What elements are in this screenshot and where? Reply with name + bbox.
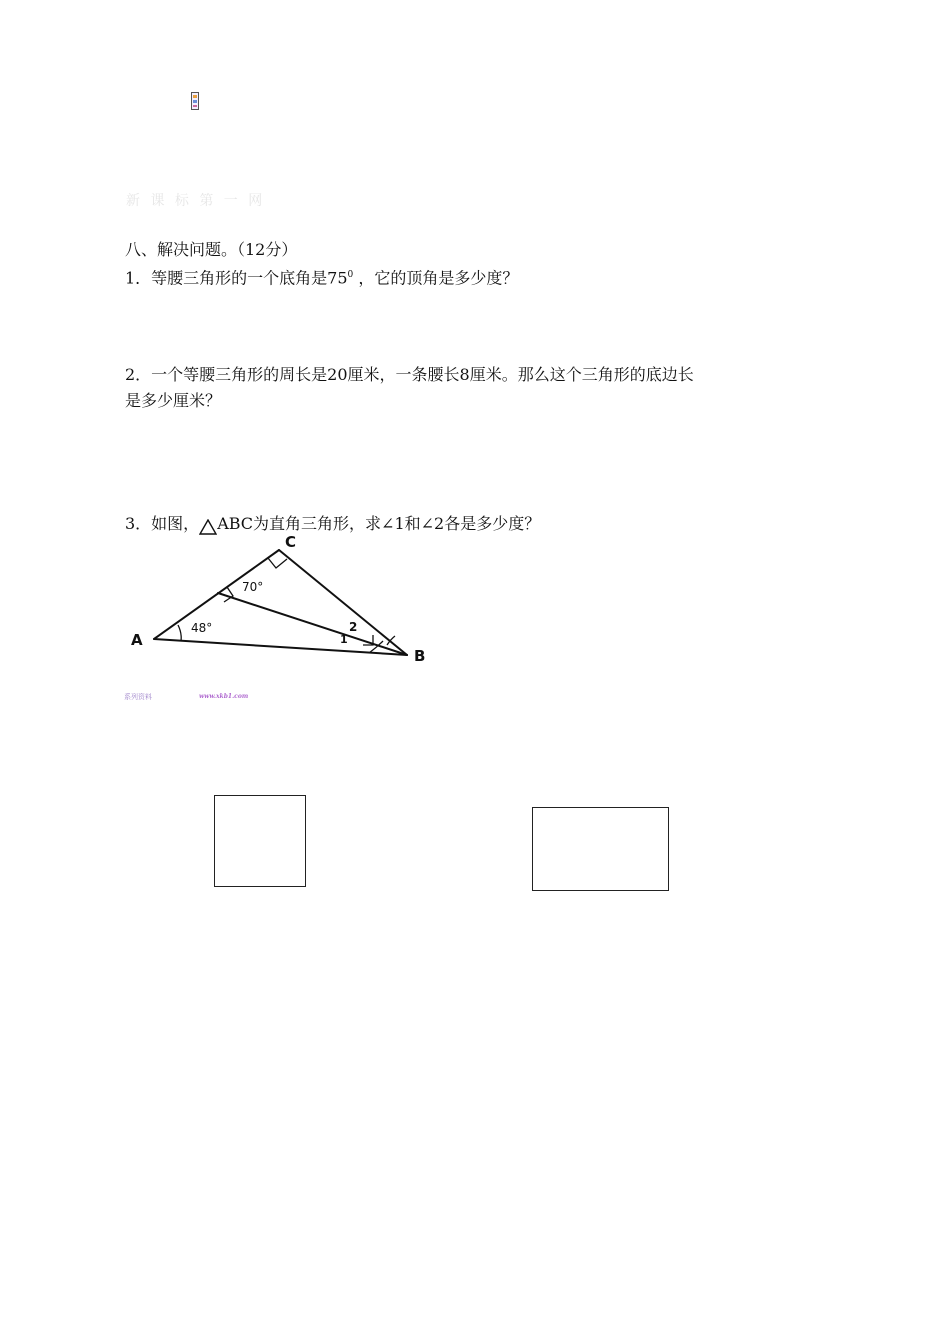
question-1 xyxy=(125,262,518,291)
angle-2-label: 2 xyxy=(349,620,358,634)
right-angle-c xyxy=(268,558,287,568)
triangle-figure xyxy=(125,535,445,670)
footer-left-text: 系列资料 xyxy=(124,693,152,701)
triangle-icon xyxy=(199,519,217,535)
vertex-c-label: C xyxy=(285,535,297,551)
question-1-superscript: 0 xyxy=(347,270,354,280)
question-2 xyxy=(125,362,694,414)
square-box xyxy=(214,795,306,887)
watermark-text: 新 课 标 第 一 网 xyxy=(126,193,266,209)
logo-icon xyxy=(191,92,199,110)
question-2-line-2: 是多少厘米？ xyxy=(125,391,222,410)
side-ac xyxy=(154,550,279,639)
footer-right-link[interactable]: www.xkb1.com xyxy=(199,693,249,700)
question-1-text-before: 1．等腰三角形的一个底角是75 xyxy=(125,268,348,288)
question-1-text-after: ，它的顶角是多少度？ xyxy=(353,268,519,288)
section-title: 八、解决问题。（12分） xyxy=(125,240,298,259)
rectangle-box xyxy=(532,807,669,891)
question-3-prefix: 3．如图， xyxy=(125,514,200,533)
vertex-b-label: B xyxy=(414,647,426,665)
angle-upper-label: 70° xyxy=(242,580,264,594)
angle-lower-label: 48° xyxy=(191,621,213,635)
question-3-suffix: ABC为直角三角形，求∠1和∠2各是多少度？ xyxy=(217,514,541,533)
question-3 xyxy=(125,511,540,537)
vertex-a-label: A xyxy=(131,631,143,649)
angle-1-label: 1 xyxy=(340,633,348,646)
question-2-line-1: 2．一个等腰三角形的周长是20厘米，一条腰长8厘米。那么这个三角形的底边长 xyxy=(125,365,694,384)
